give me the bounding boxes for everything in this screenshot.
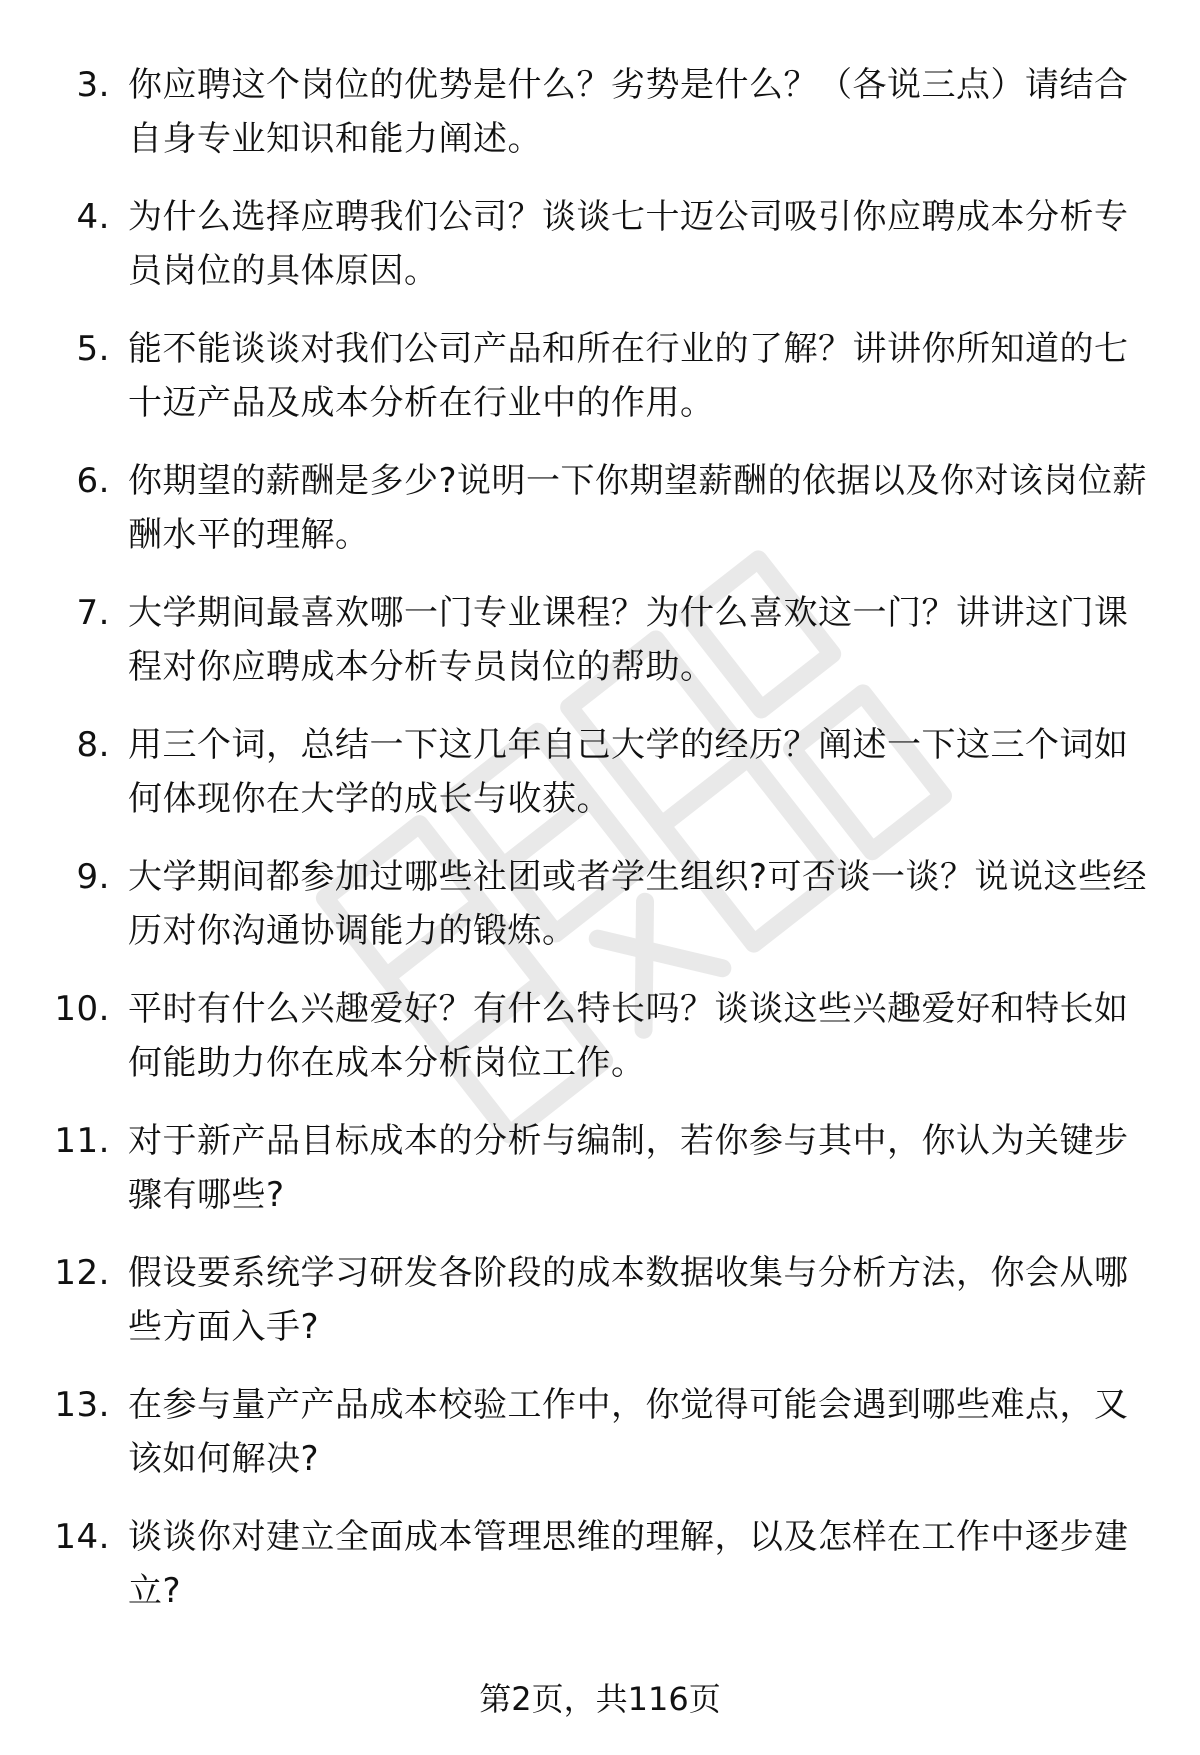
question-number: 6.: [76, 461, 110, 501]
question-text: 假设要系统学习研发各阶段的成本数据收集与分析方法，你会从哪些方面入手?: [128, 1253, 1129, 1347]
question-text: 大学期间最喜欢哪一门专业课程？为什么喜欢这一门？讲讲这门课程对你应聘成本分析专员岗位的帮助。: [128, 593, 1129, 687]
question-text: 在参与量产产品成本校验工作中，你觉得可能会遇到哪些难点，又该如何解决?: [128, 1385, 1129, 1479]
question-number: 5.: [76, 329, 110, 369]
list-item: [0, 190, 1200, 322]
question-text: 你应聘这个岗位的优势是什么？劣势是什么？（各说三点）请结合自身专业知识和能力阐述。: [128, 65, 1129, 159]
question-number: 4.: [76, 197, 110, 237]
question-text: 用三个词，总结一下这几年自己大学的经历？阐述一下这三个词如何体现你在大学的成长与收获。: [128, 725, 1129, 819]
question-list: [0, 58, 1200, 1642]
question-text: 平时有什么兴趣爱好？有什么特长吗？谈谈这些兴趣爱好和特长如何能助力你在成本分析岗位工作。: [128, 989, 1129, 1083]
question-number: 3.: [76, 65, 110, 105]
question-text: 你期望的薪酬是多少?说明一下你期望薪酬的依据以及你对该岗位薪酬水平的理解。: [128, 461, 1148, 555]
question-text: 为什么选择应聘我们公司？谈谈七十迈公司吸引你应聘成本分析专员岗位的具体原因。: [128, 197, 1129, 291]
question-number: 9.: [76, 857, 110, 897]
list-item: [0, 58, 1200, 190]
list-item: [0, 322, 1200, 454]
question-text: 大学期间都参加过哪些社团或者学生组织?可否谈一谈？说说这些经历对你沟通协调能力的锻炼。: [128, 857, 1148, 951]
question-number: 7.: [76, 593, 110, 633]
list-item: [0, 1246, 1200, 1378]
question-number: 12.: [54, 1253, 110, 1293]
question-text: 谈谈你对建立全面成本管理思维的理解，以及怎样在工作中逐步建立?: [128, 1517, 1129, 1611]
question-number: 14.: [54, 1517, 110, 1557]
page-number-footer: 第2页，共116页: [479, 1680, 721, 1718]
list-item: [0, 850, 1200, 982]
question-text: 对于新产品目标成本的分析与编制，若你参与其中，你认为关键步骤有哪些?: [128, 1121, 1129, 1215]
list-item: [0, 982, 1200, 1114]
list-item: [0, 718, 1200, 850]
list-item: [0, 586, 1200, 718]
list-item: [0, 1114, 1200, 1246]
question-number: 13.: [54, 1385, 110, 1425]
list-item: [0, 454, 1200, 586]
question-number: 8.: [76, 725, 110, 765]
list-item: [0, 1378, 1200, 1510]
question-number: 10.: [54, 989, 110, 1029]
question-text: 能不能谈谈对我们公司产品和所在行业的了解？讲讲你所知道的七十迈产品及成本分析在行业中的作用。: [128, 329, 1129, 423]
question-number: 11.: [54, 1121, 110, 1161]
list-item: [0, 1510, 1200, 1642]
